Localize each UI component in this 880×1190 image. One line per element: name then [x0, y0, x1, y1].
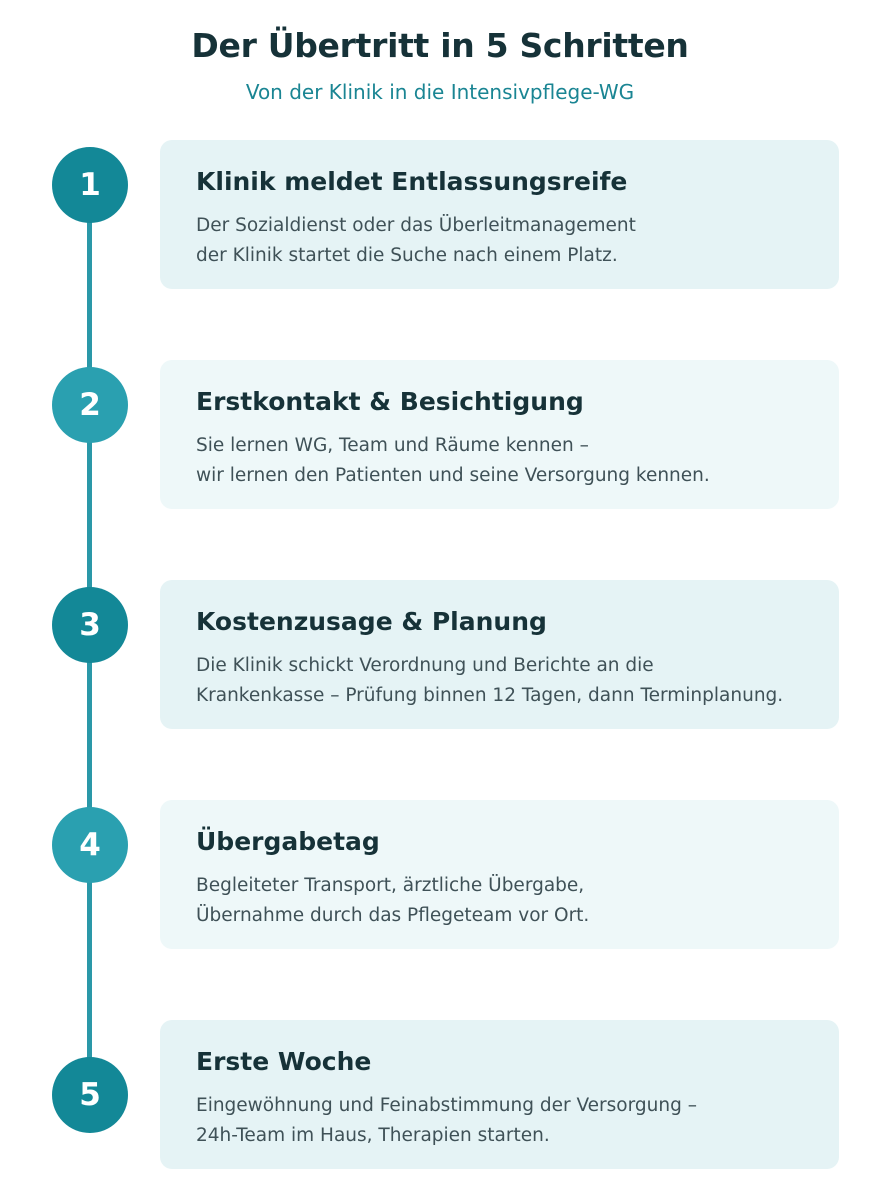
page-title: Der Übertritt in 5 Schritten: [191, 26, 689, 65]
step-1-card: [160, 140, 839, 289]
step-5-description-line-2: 24h-Team im Haus, Therapien starten.: [196, 1125, 550, 1146]
step-1-number-circle: 1: [52, 147, 128, 223]
step-3-number-circle: 3: [52, 587, 128, 663]
step-2-description-line-1: Sie lernen WG, Team und Räume kennen –: [196, 435, 589, 456]
step-4-description: [196, 871, 839, 931]
step-4-number-circle: 4: [52, 807, 128, 883]
step-4-description-line-1: Begleiteter Transport, ärztliche Übergabe,: [196, 875, 585, 896]
step-3-description: [196, 651, 839, 711]
step-5-description-line-1: Eingewöhnung und Feinabstimmung der Versorgung –: [196, 1095, 697, 1116]
step-2-title: Erstkontakt & Besichtigung: [196, 387, 584, 416]
step-1-description-line-1: Der Sozialdienst oder das Überleitmanagement: [196, 215, 636, 236]
step-4-card: [160, 800, 839, 949]
step-3-title: Kostenzusage & Planung: [196, 607, 547, 636]
page-subtitle: Von der Klinik in die Intensivpflege-WG: [245, 80, 635, 104]
step-5-number-circle: 5: [52, 1057, 128, 1133]
step-5-description: [196, 1091, 839, 1151]
step-1-description-line-2: der Klinik startet die Suche nach einem Platz.: [196, 245, 618, 266]
step-3-description-line-1: Die Klinik schickt Verordnung und Berichte an die: [196, 655, 654, 676]
step-3-description-line-2: Krankenkasse – Prüfung binnen 12 Tagen, dann Terminplanung.: [196, 685, 784, 706]
step-2-card: [160, 360, 839, 509]
step-1-description: [196, 211, 839, 271]
step-2-description-line-2: wir lernen den Patienten und seine Versorgung kennen.: [196, 465, 710, 486]
step-5-title: Erste Woche: [196, 1047, 372, 1076]
step-3-card: [160, 580, 839, 729]
step-4-description-line-2: Übernahme durch das Pflegeteam vor Ort.: [196, 905, 590, 926]
step-2-number-circle: 2: [52, 367, 128, 443]
step-1-title: Klinik meldet Entlassungsreife: [196, 167, 628, 196]
step-2-description: [196, 431, 839, 491]
step-4-title: Übergabetag: [196, 827, 380, 856]
step-5-card: [160, 1020, 839, 1169]
